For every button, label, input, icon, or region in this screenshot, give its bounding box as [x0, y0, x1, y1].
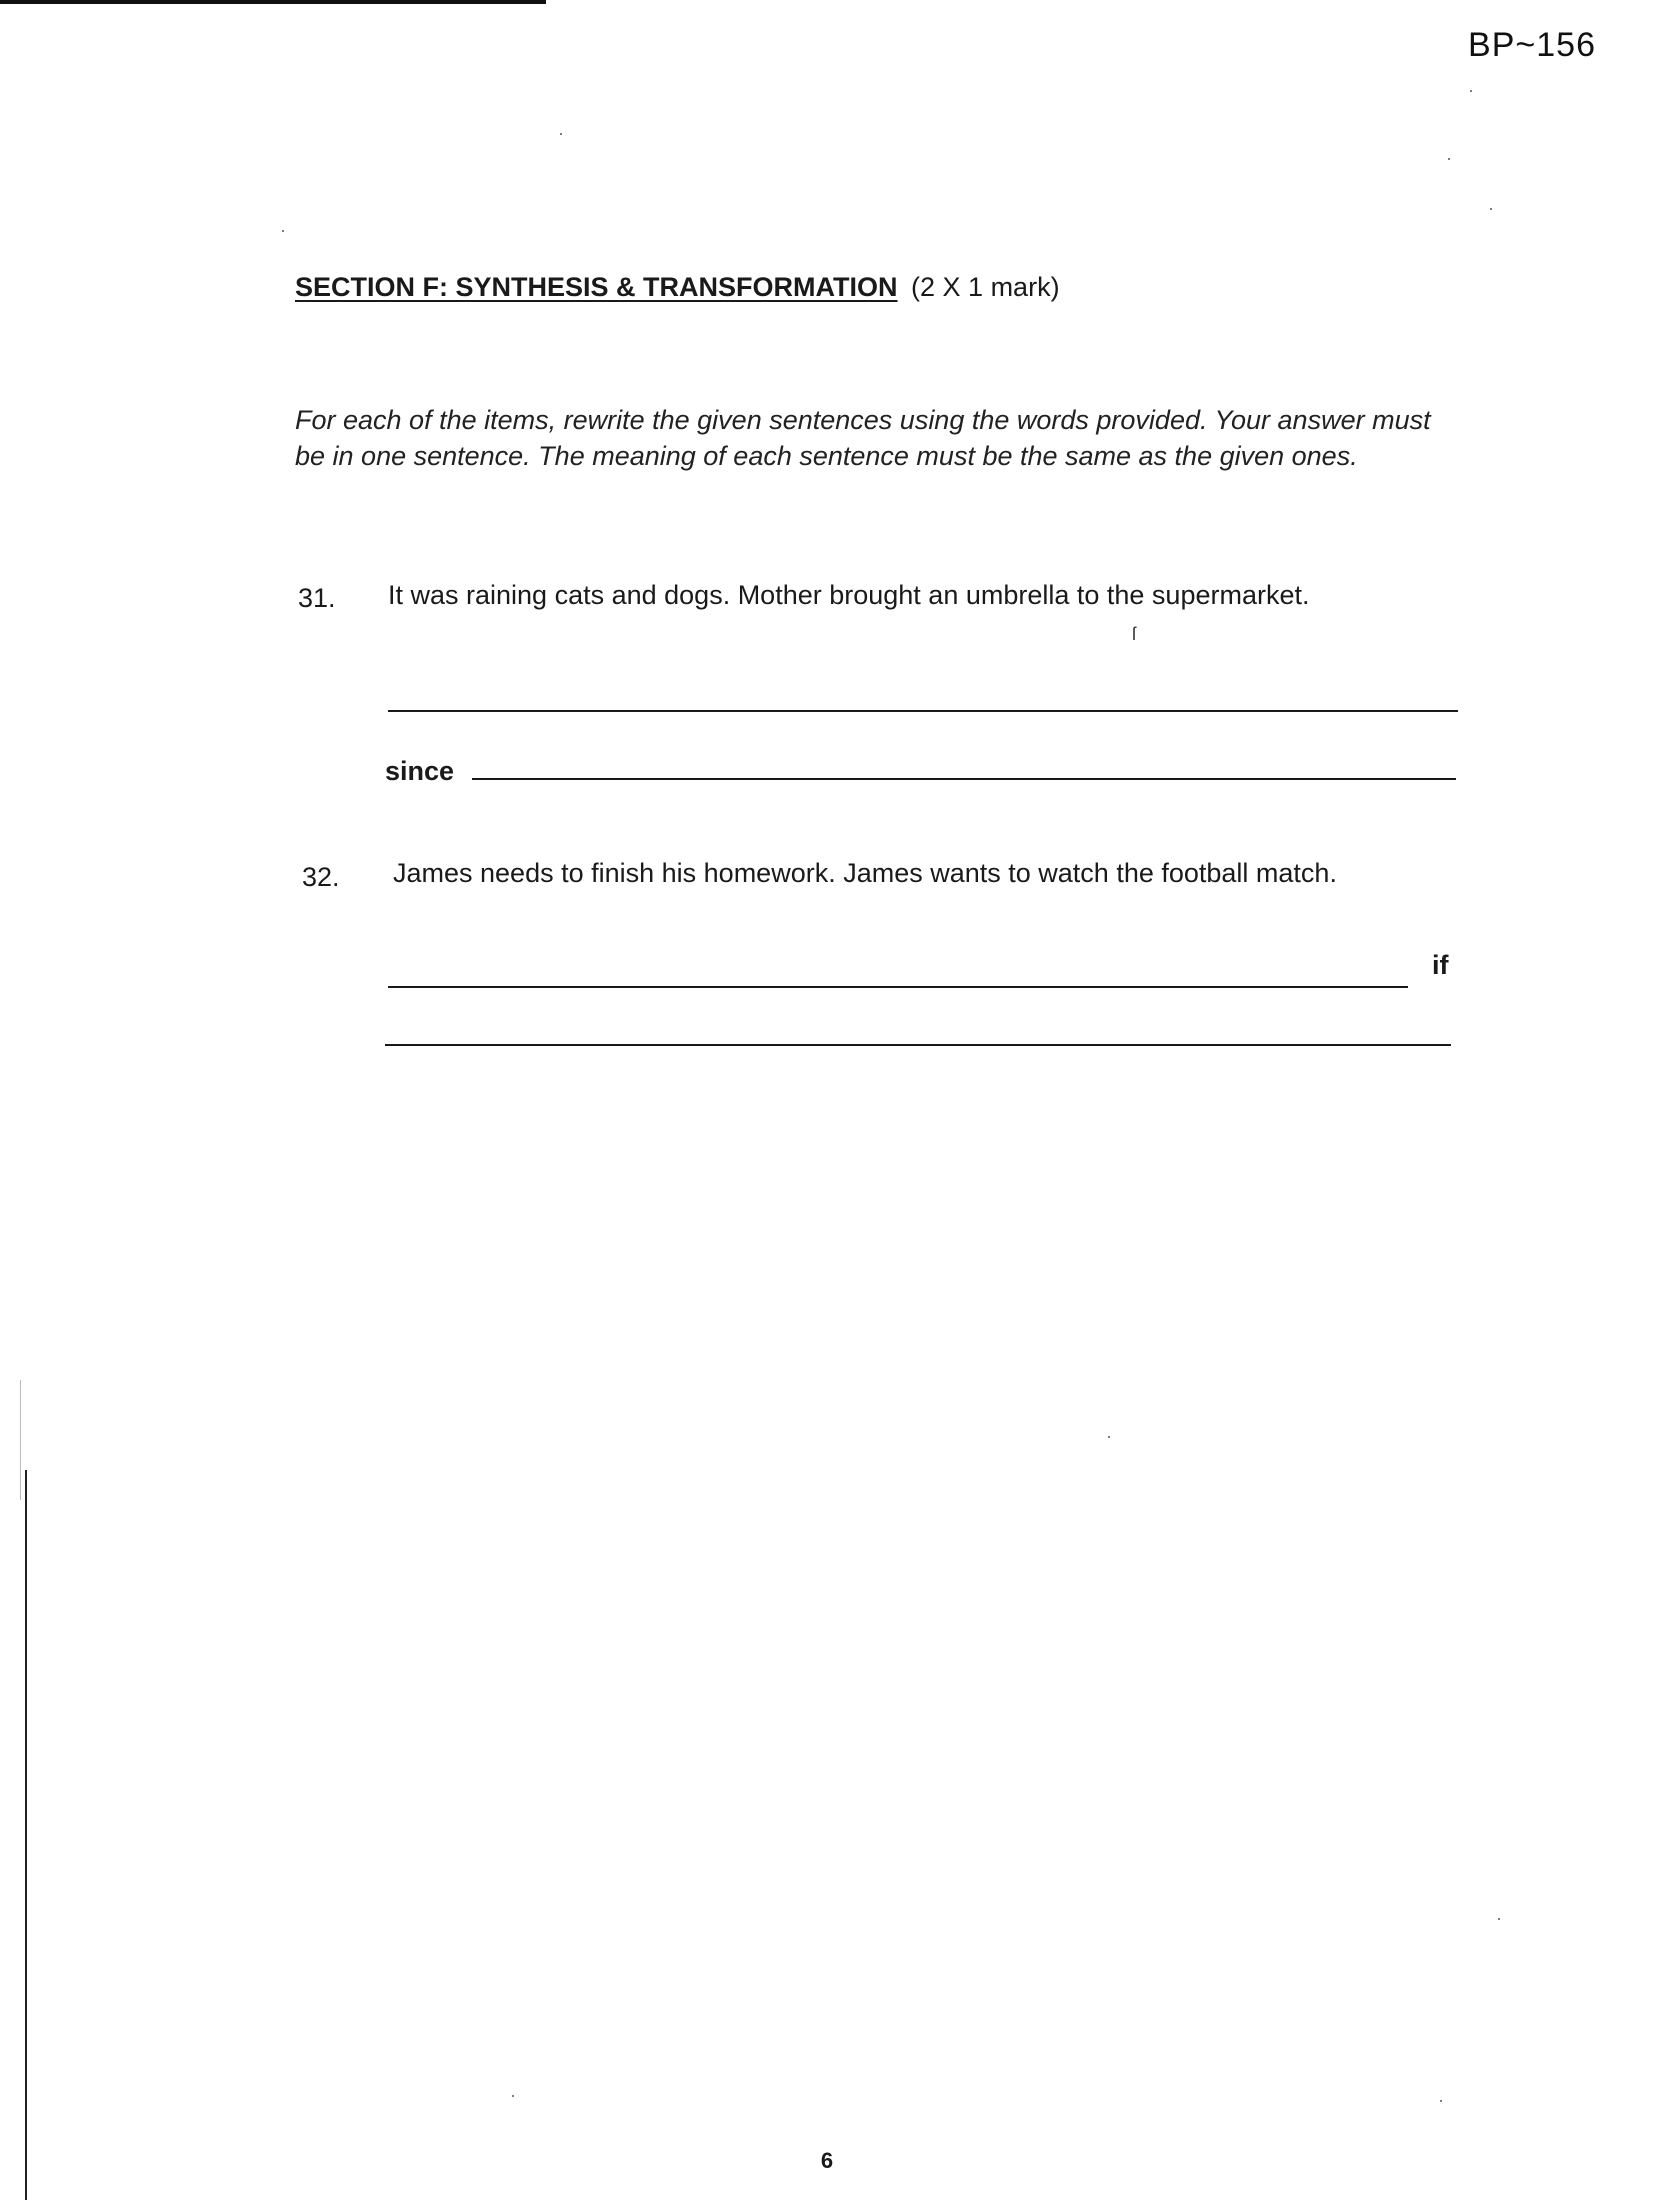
question-number: 32. [302, 862, 340, 892]
left-scan-edge-faint [20, 1380, 21, 1500]
top-edge-rule [0, 0, 546, 4]
scan-speck [512, 2095, 514, 2097]
scan-speck [282, 230, 284, 232]
answer-line[interactable] [385, 1044, 1451, 1046]
scan-speck [1470, 90, 1472, 92]
page-code: BP~156 [1468, 26, 1596, 64]
scan-speck [1448, 158, 1450, 160]
scan-speck [560, 133, 562, 135]
page-number: 6 [820, 2148, 834, 2173]
section-heading [295, 272, 1060, 303]
answer-line[interactable] [388, 986, 1408, 988]
keyword-if: if [1432, 950, 1449, 980]
scan-speck [1498, 1918, 1500, 1920]
scan-speck [1490, 208, 1492, 210]
question-text: James needs to finish his homework. James wants to watch the football match. [393, 858, 1337, 888]
left-scan-edge [25, 1470, 27, 2200]
question-text: It was raining cats and dogs. Mother brought an umbrella to the supermarket. [388, 580, 1310, 610]
question-number: 31. [298, 583, 336, 613]
instructions: For each of the items, rewrite the given sentences using the words provided. Your answer must be in one sentence. The meaning of each sentence must be the same as the given ones. [295, 405, 1431, 471]
stray-mark: ſ [1132, 624, 1136, 644]
scan-speck [1108, 1436, 1110, 1438]
keyword-since: since [385, 756, 455, 786]
answer-line[interactable] [388, 710, 1458, 712]
scan-speck [1440, 2100, 1442, 2102]
section-marks: (2 X 1 mark) [911, 272, 1060, 302]
section-title: SECTION F: SYNTHESIS & TRANSFORMATION [295, 272, 898, 302]
answer-line[interactable] [472, 778, 1456, 780]
